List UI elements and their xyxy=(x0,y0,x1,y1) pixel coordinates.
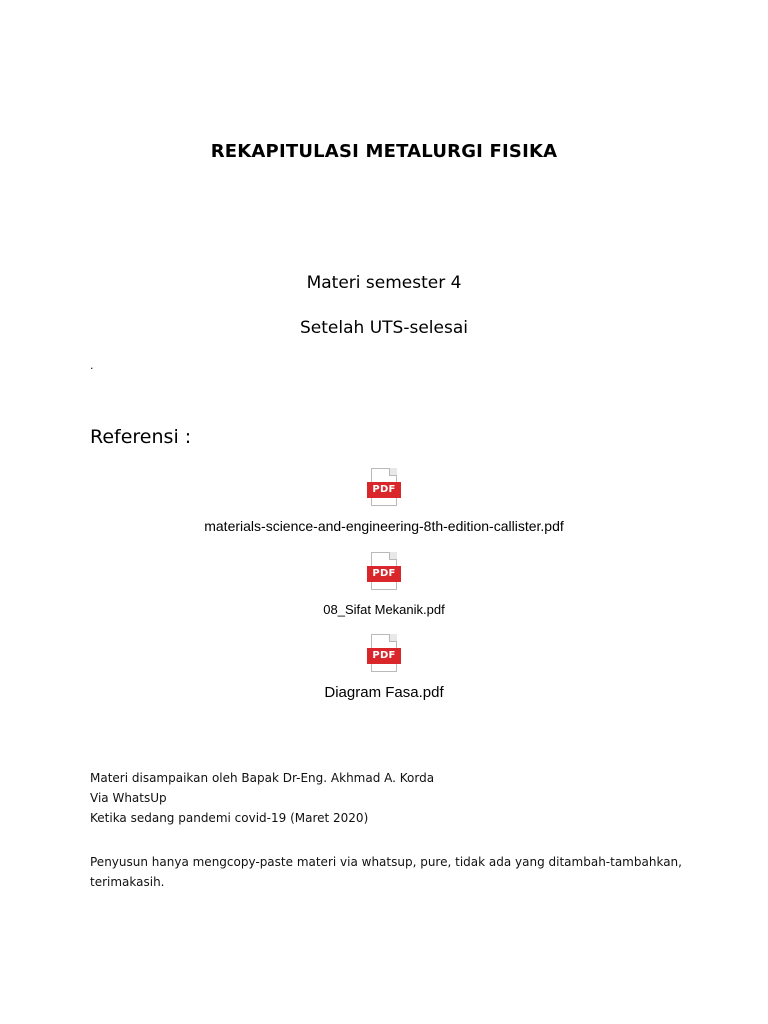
note-line-channel: Via WhatsUp xyxy=(90,791,167,805)
note-line-period: Ketika sedang pandemi covid-19 (Maret 2020) xyxy=(90,811,369,825)
closing-line-1: Penyusun hanya mengcopy-paste materi via whatsup, pure, tidak ada yang ditambah-tambahkan, xyxy=(90,855,682,869)
attachment-diagram-fasa[interactable] xyxy=(0,634,768,701)
subtitle-period: Setelah UTS-selesai xyxy=(300,318,468,338)
closing-notes xyxy=(90,852,690,892)
pdf-icon[interactable] xyxy=(367,634,401,672)
dot-mark: . xyxy=(90,359,94,372)
attachment-callister[interactable] xyxy=(0,468,768,534)
references-heading: Referensi : xyxy=(90,426,192,448)
pdf-icon-label: PDF xyxy=(367,566,401,582)
source-notes xyxy=(90,768,690,828)
subtitle-semester: Materi semester 4 xyxy=(306,273,462,293)
attachment-file-name[interactable]: materials-science-and-engineering-8th-edition-callister.pdf xyxy=(204,518,564,534)
attachment-file-name[interactable]: Diagram Fasa.pdf xyxy=(324,684,444,701)
pdf-icon[interactable] xyxy=(367,468,401,506)
attachment-sifat-mekanik[interactable] xyxy=(0,552,768,617)
attachment-file-name[interactable]: 08_Sifat Mekanik.pdf xyxy=(323,602,445,617)
note-line-lecturer: Materi disampaikan oleh Bapak Dr-Eng. Akhmad A. Korda xyxy=(90,771,435,785)
closing-line-2: terimakasih. xyxy=(90,875,165,889)
page-title: REKAPITULASI METALURGI FISIKA xyxy=(210,141,558,162)
pdf-icon-label: PDF xyxy=(367,648,401,664)
pdf-icon-label: PDF xyxy=(367,482,401,498)
pdf-icon[interactable] xyxy=(367,552,401,590)
